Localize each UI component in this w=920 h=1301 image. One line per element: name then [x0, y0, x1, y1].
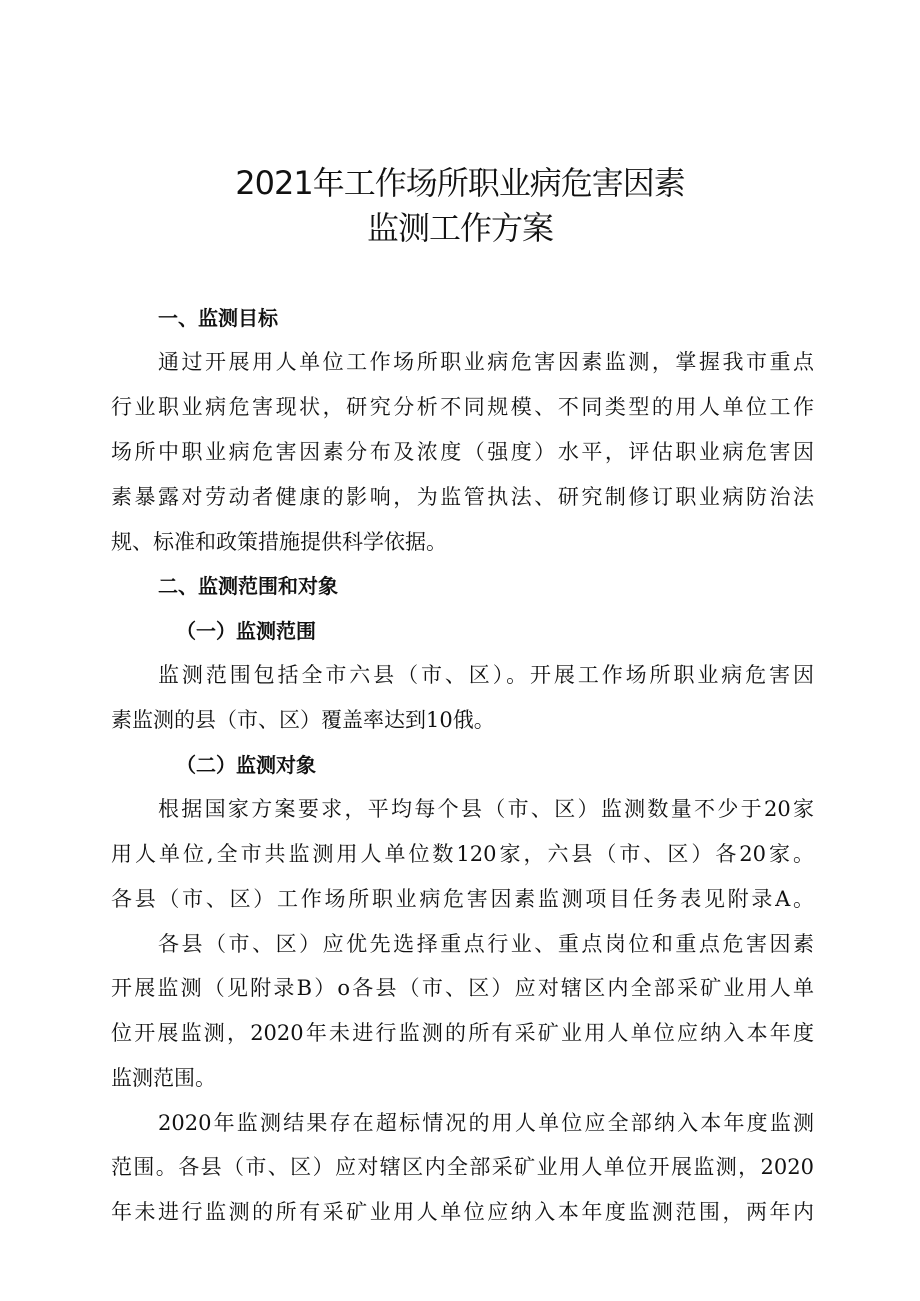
subsection-heading-targets: （二）监测对象: [176, 753, 316, 777]
paragraph-line: 根据国家方案要求，平均每个县（市、区）监测数量不少于20家: [158, 797, 814, 821]
paragraph-line: 范围。各县（市、区）应对辖区内全部采矿业用人单位开展监测，2020: [111, 1155, 814, 1179]
subsection-heading-range: （一）监测范围: [176, 619, 316, 643]
paragraph-line: 通过开展用人单位工作场所职业病危害因素监测，掌握我市重点: [158, 350, 814, 374]
paragraph-line: 监测范围包括全市六县（市、区）。开展工作场所职业病危害因: [158, 663, 814, 687]
paragraph-line: 用人单位,全市共监测用人单位数120家，六县（市、区）各20家。: [111, 842, 814, 866]
document-title-line-2: 监测工作方案: [366, 209, 553, 247]
document-title-line-1: 2021年工作场所职业病危害因素: [235, 164, 685, 202]
section-heading-scope: 二、监测范围和对象: [158, 574, 338, 598]
paragraph-line: 行业职业病危害现状，研究分析不同规模、不同类型的用人单位工作: [111, 395, 814, 419]
paragraph-line: 监测范围。: [111, 1066, 216, 1090]
paragraph-line: 素监测的县（市、区）覆盖率达到10俄。: [111, 708, 495, 732]
paragraph-line: 各县（市、区）工作场所职业病危害因素监测项目任务表见附录A。: [111, 887, 814, 911]
paragraph-line: 位开展监测，2020年未进行监测的所有采矿业用人单位应纳入本年度: [111, 1021, 814, 1045]
paragraph-line: 规、标准和政策措施提供科学依据。: [111, 530, 447, 554]
paragraph-line: 开展监测（见附录B）o各县（市、区）应对辖区内全部采矿业用人单: [111, 976, 814, 1000]
paragraph-line: 素暴露对劳动者健康的影响，为监管执法、研究制修订职业病防治法: [111, 485, 814, 509]
paragraph-line: 年未进行监测的所有采矿业用人单位应纳入本年度监测范围，两年内: [111, 1200, 814, 1224]
section-heading-objective: 一、监测目标: [158, 306, 278, 330]
paragraph-line: 各县（市、区）应优先选择重点行业、重点岗位和重点危害因素: [158, 932, 814, 956]
paragraph-line: 2020年监测结果存在超标情况的用人单位应全部纳入本年度监测: [158, 1111, 814, 1135]
paragraph-line: 场所中职业病危害因素分布及浓度（强度）水平，评估职业病危害因: [111, 440, 814, 464]
